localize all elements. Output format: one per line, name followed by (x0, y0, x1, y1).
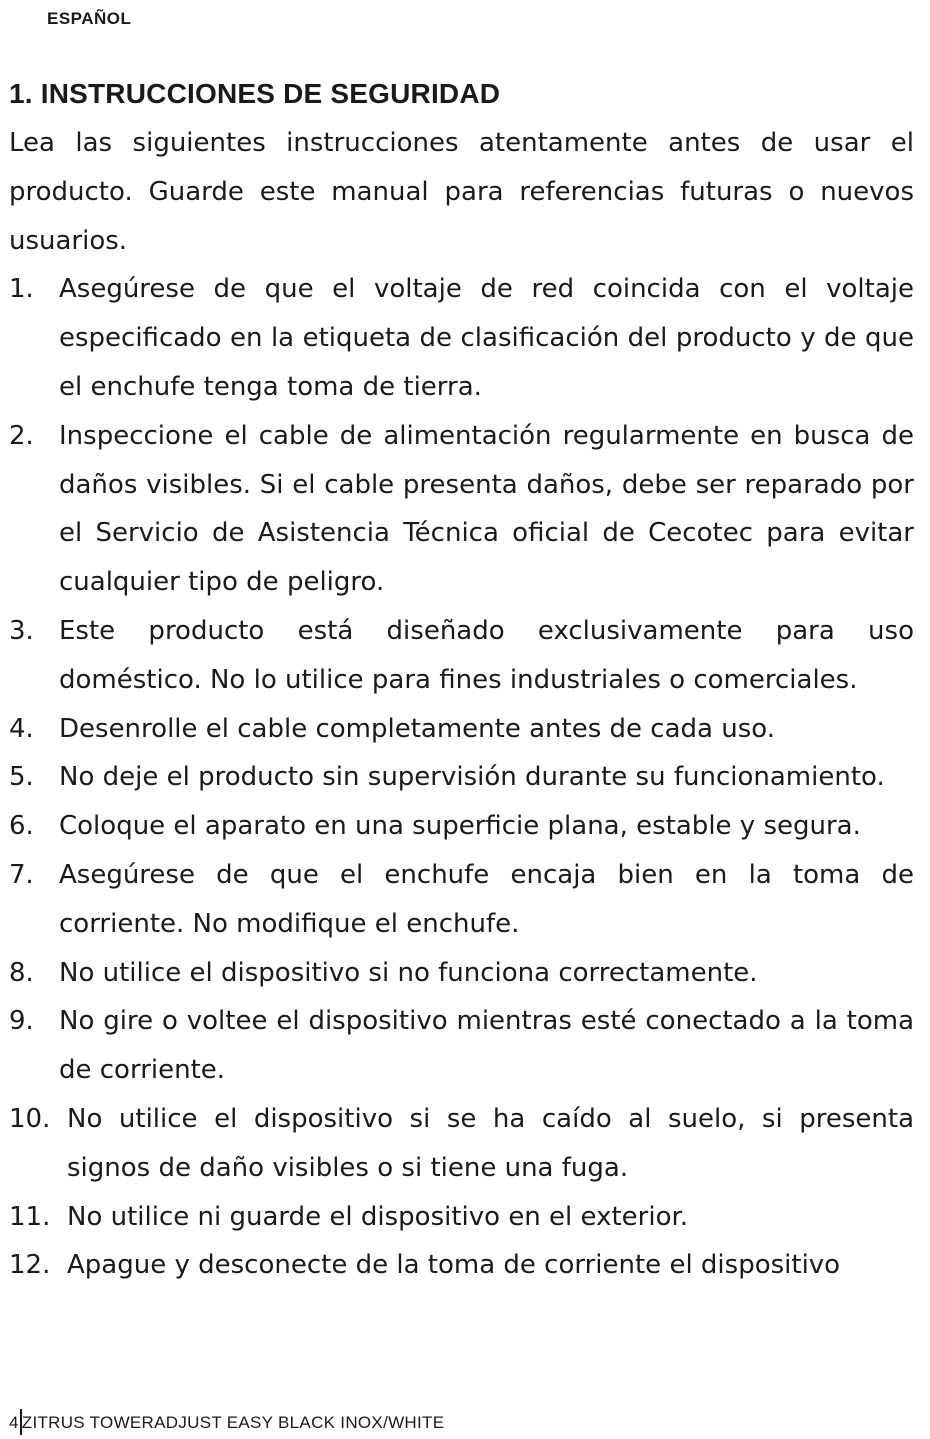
list-item (9, 949, 914, 998)
list-item (9, 1095, 914, 1193)
item-number: 1. (9, 274, 34, 305)
item-text: Apague y desconecte de la toma de corriente el dispositivo (67, 1250, 841, 1281)
item-text: No gire o voltee el dispositivo mientras esté conectado a la toma de corriente. (59, 1006, 914, 1086)
page-footer (9, 1409, 444, 1435)
page-number: 4 (9, 1413, 19, 1432)
item-number: 11. (9, 1201, 51, 1232)
section-title: 1. INSTRUCCIONES DE SEGURIDAD (9, 78, 501, 109)
item-number: 2. (9, 420, 34, 451)
list-item (9, 607, 914, 705)
item-number: 12. (9, 1250, 51, 1281)
item-text: Este producto está diseñado exclusivamente para uso doméstico. No lo utilice para fines industriales o comerciales. (59, 615, 914, 695)
list-item (9, 851, 914, 949)
item-text: No utilice ni guarde el dispositivo en el exterior. (67, 1201, 689, 1232)
item-text: Coloque el aparato en una superficie plana, estable y segura. (59, 811, 861, 842)
safety-instructions-list (9, 265, 914, 1290)
item-number: 7. (9, 859, 34, 890)
product-name: ZITRUS TOWERADJUST EASY BLACK INOX/WHITE (21, 1413, 445, 1432)
intro-paragraph: Lea las siguientes instrucciones atentamente antes de usar el producto. Guarde este manual para referencias futuras o nuevos usuarios. (9, 128, 914, 256)
item-number: 6. (9, 811, 34, 842)
list-item (9, 705, 914, 754)
item-text: Inspeccione el cable de alimentación regularmente en busca de daños visibles. Si el cable presenta daños, debe ser reparado por el Servicio de Asistencia Técnica oficial de Cecotec para evitar cualquier tipo de peligro. (59, 420, 914, 598)
list-item (9, 1193, 914, 1242)
item-number: 3. (9, 615, 34, 646)
list-item (9, 753, 914, 802)
item-number: 9. (9, 1006, 34, 1037)
item-text: Asegúrese de que el voltaje de red coincida con el voltaje especificado en la etiqueta de clasificación del producto y de que el enchufe tenga toma de tierra. (59, 274, 914, 402)
section-body (9, 119, 914, 1290)
item-number: 5. (9, 762, 34, 793)
list-item (9, 802, 914, 851)
list-item (9, 265, 914, 411)
item-number: 8. (9, 957, 34, 988)
item-text: Asegúrese de que el enchufe encaja bien en la toma de corriente. No modifique el enchufe. (59, 859, 914, 939)
item-number: 4. (9, 713, 34, 744)
item-text: No utilice el dispositivo si se ha caído al suelo, si presenta signos de daño visibles o si tiene una fuga. (67, 1103, 914, 1183)
item-text: No utilice el dispositivo si no funciona correctamente. (59, 957, 758, 988)
item-number: 10. (9, 1103, 51, 1134)
language-label: ESPAÑOL (47, 9, 132, 28)
list-item (9, 1241, 914, 1290)
item-text: No deje el producto sin supervisión durante su funcionamiento. (59, 762, 885, 793)
item-text: Desenrolle el cable completamente antes de cada uso. (59, 713, 775, 744)
list-item (9, 412, 914, 607)
list-item (9, 997, 914, 1095)
